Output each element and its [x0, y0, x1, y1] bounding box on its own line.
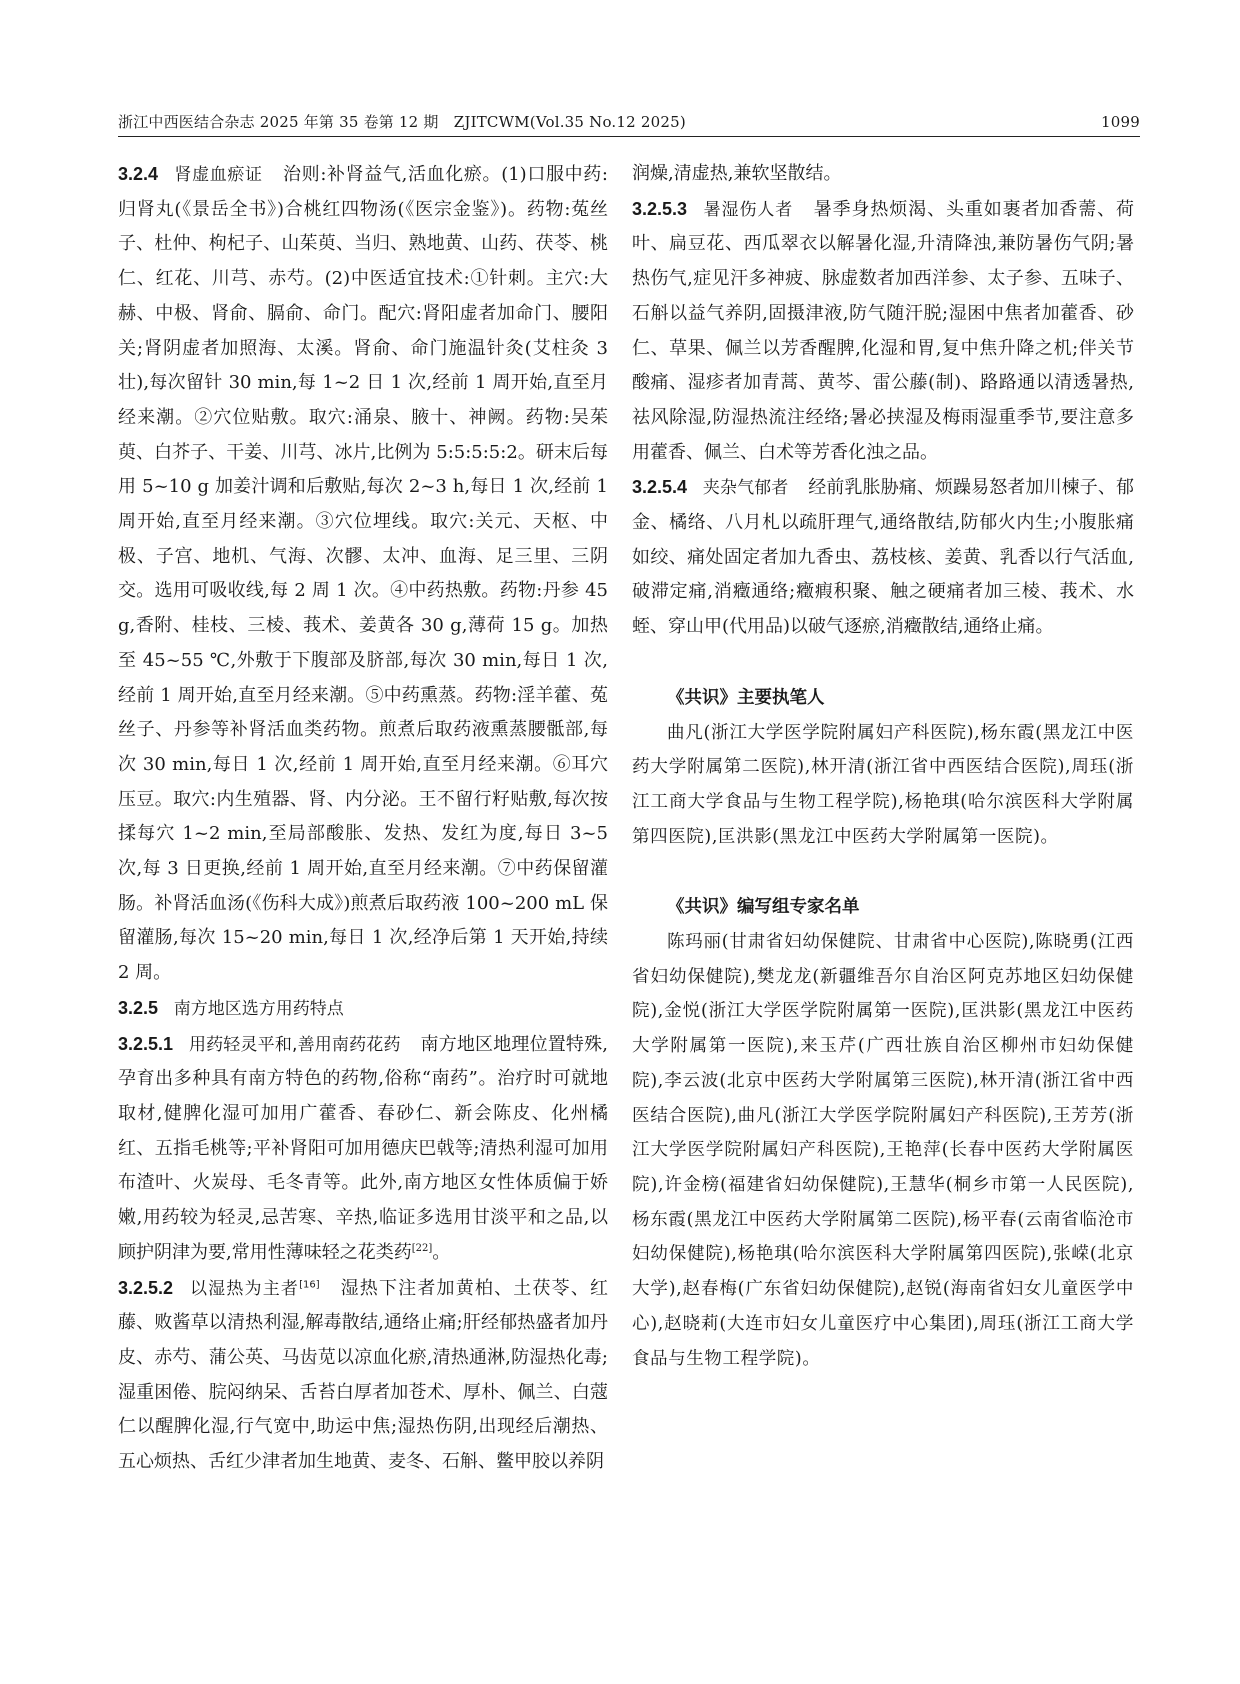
- section-number: 3.2.5.2: [118, 1277, 174, 1298]
- section-title: 暑湿伤人者: [703, 199, 794, 220]
- section-title-text: 以湿热为主者: [189, 1278, 300, 1299]
- section-3-2-5-1: [118, 1027, 608, 1271]
- authors-list: 曲凡(浙江大学医学院附属妇产科医院),杨东霞(黑龙江中医药大学附属第二医院),林开清(浙江省中西医结合医院),周珏(浙江工商大学食品与生物工程学院),杨艳琪(哈尔滨医科大学附属第四医院),匡洪影(黑龙江中医药大学附属第一医院)。: [632, 722, 1134, 847]
- section-3-2-5-2: [118, 1271, 608, 1480]
- section-3-2-5: [118, 991, 608, 1027]
- page-number: 1099: [1101, 113, 1140, 131]
- right-column: [632, 157, 1134, 1376]
- running-header: [118, 112, 1140, 138]
- journal-running-title: 浙江中西医结合杂志 2025 年第 35 卷第 12 期 ZJITCWM(Vol.35 No.12 2025): [118, 113, 686, 131]
- section-body: 暑季身热烦渴、头重如裹者加香薷、荷叶、扁豆花、西瓜翠衣以解暑化湿,升清降浊,兼防暑伤气阴;暑热伤气,症见汗多神疲、脉虚数者加西洋参、太子参、五味子、石斛以益气养阴,固摄津液,防气随汗脱;湿困中焦者加藿香、砂仁、草果、佩兰以芳香醒脾,化湿和胃,复中焦升降之机;伴关节酸痛、湿疹者加青蒿、黄芩、雷公藤(制)、路路通以清透暑热,祛风除湿,防湿热流注经络;暑必挟湿及梅雨湿重季节,要注意多用藿香、佩兰、白术等芳香化浊之品。: [632, 198, 1134, 463]
- section-number: 3.2.5.4: [632, 477, 688, 498]
- section-title: 用药轻灵平和,善用南药花药: [188, 1034, 401, 1055]
- section-body-end: 。: [432, 1241, 451, 1263]
- section-title: 南方地区选方用药特点: [173, 998, 344, 1019]
- spacer: [632, 645, 1134, 681]
- authors-heading: 《共识》主要执笔人: [667, 687, 825, 708]
- section-title: 夹杂气郁者: [702, 478, 789, 499]
- experts-heading: 《共识》编写组专家名单: [667, 897, 860, 918]
- section-title: [190, 1279, 320, 1299]
- section-title: 肾虚血瘀证: [174, 165, 263, 185]
- section-3-2-5-4: [632, 470, 1134, 645]
- citation-ref: [22]: [411, 1242, 433, 1254]
- citation-ref: [16]: [299, 1278, 320, 1290]
- experts-list: 陈玛丽(甘肃省妇幼保健院、甘肃省中心医院),陈晓勇(江西省妇幼保健院),樊龙龙(新疆维吾尔自治区阿克苏地区妇幼保健院),金悦(浙江大学医学院附属第一医院),匡洪影(黑龙江中医药大学附属第一医院),来玉芹(广西壮族自治区柳州市妇幼保健院),李云波(北京中医药大学附属第三医院),林开清(浙江省中西医结合医院),曲凡(浙江大学医学院附属妇产科医院),王芳芳(浙江大学医学院附属妇产科医院),王艳萍(长春中医药大学附属医院),许金榜(福建省妇幼保健院),王慧华(桐乡市第一人民医院),杨东霞(黑龙江中医药大学附属第二医院),杨平春(云南省临沧市妇幼保健院),杨艳琪(哈尔滨医科大学附属第四医院),张嵘(北京大学),赵春梅(广东省妇幼保健院),赵锐(海南省妇女儿童医学中心),赵晓莉(大连市妇女儿童医疗中心集团),周珏(浙江工商大学食品与生物工程学院)。: [632, 932, 1134, 1369]
- section-body: 治则:补肾益气,活血化瘀。(1)口服中药:归肾丸(《景岳全书》)合桃红四物汤(《医宗金鉴》)。药物:菟丝子、杜仲、枸杞子、山茱萸、当归、熟地黄、山药、茯苓、桃仁、红花、川芎、赤芍。(2)中医适宜技术:①针刺。主穴:大赫、中极、肾俞、膈俞、命门。配穴:肾阳虚者加命门、腰阳关;肾阴虚者加照海、太溪。肾俞、命门施温针灸(艾柱灸 3 壮),每次留针 30 min,每 1~2 日 1 次,经前 1 周开始,直至月经来潮。②穴位贴敷。取穴:涌泉、腋十、神阙。药物:吴茱萸、白芥子、干姜、川芎、冰片,比例为 5:5:5:5:2。研末后每用 5~10 g 加姜汁调和后敷贴,每次 2~3 h,每日 1 次,经前 1 周开始,直至月经来潮。③穴位埋线。取穴:关元、天枢、中极、子宫、地机、气海、次髎、太冲、血海、足三里、三阴交。选用可吸收线,每 2 周 1 次。④中药热敷。药物:丹参 45 g,香附、桂枝、三棱、莪术、姜黄各 30 g,薄荷 15 g。加热至 45~55 ℃,外敷于下腹部及脐部,每次 30 min,每日 1 次,经前 1 周开始,直至月经来潮。⑤中药熏蒸。药物:淫羊藿、菟丝子、丹参等补肾活血类药物。煎煮后取药液熏蒸腰骶部,每次 30 min,每日 1 次,经前 1 周开始,直至月经来潮。⑥耳穴压豆。取穴:内生殖器、肾、内分泌。王不留行籽贴敷,每次按揉每穴 1~2 min,至局部酸胀、发热、发红为度,每日 3~5 次,每 3 日更换,经前 1 周开始,直至月经来潮。⑦中药保留灌肠。补肾活血汤(《伤科大成》)煎煮后取药液 100~200 mL 保留灌肠,每次 15~20 min,每日 1 次,经净后第 1 天开始,持续 2 周。: [118, 164, 608, 984]
- section-3-2-4: [118, 157, 608, 991]
- section-body: 湿热下注者加黄柏、土茯苓、红藤、败酱草以清热利湿,解毒散结,通络止痛;肝经郁热盛者加丹皮、赤芍、蒲公英、马齿苋以凉血化瘀,清热通淋,防湿热化毒;湿重困倦、脘闷纳呆、舌苔白厚者加苍术、厚朴、佩兰、白蔻仁以醒脾化湿,行气宽中,助运中焦;湿热伤阴,出现经后潮热、五心烦热、舌红少津者加生地黄、麦冬、石斛、鳖甲胶以养阴: [118, 1277, 608, 1473]
- section-3-2-5-2-continuation: 润燥,清虚热,兼软坚散结。: [632, 163, 842, 184]
- section-number: 3.2.4: [118, 164, 159, 184]
- section-number: 3.2.5.3: [632, 198, 688, 219]
- section-body: 南方地区地理位置特殊,孕育出多种具有南方特色的药物,俗称“南药”。治疗时可就地取材,健脾化湿可加用广藿香、春砂仁、新会陈皮、化州橘红、五指毛桃等;平补肾阳可加用德庆巴戟等;清热利湿可加用布渣叶、火炭母、毛冬青等。此外,南方地区女性体质偏于娇嫩,用药较为轻灵,忌苦寒、辛热,临证多选用甘淡平和之品,以顾护阴津为要,常用性薄味轻之花类药: [118, 1033, 608, 1263]
- section-3-2-5-3: [632, 192, 1134, 471]
- header-rule: [118, 136, 1140, 137]
- left-column: [118, 157, 608, 1480]
- section-body: 经前乳胀胁痛、烦躁易怒者加川楝子、郁金、橘络、八月札以疏肝理气,通络散结,防郁火内生;小腹胀痛如绞、痛处固定者加九香虫、荔枝核、姜黄、乳香以行气活血,破滞定痛,消癥通络;癥瘕积聚、触之硬痛者加三棱、莪术、水蛭、穿山甲(代用品)以破气逐瘀,消癥散结,通络止痛。: [632, 477, 1134, 638]
- spacer: [632, 854, 1134, 890]
- section-number: 3.2.5: [118, 997, 159, 1018]
- section-number: 3.2.5.1: [118, 1033, 174, 1054]
